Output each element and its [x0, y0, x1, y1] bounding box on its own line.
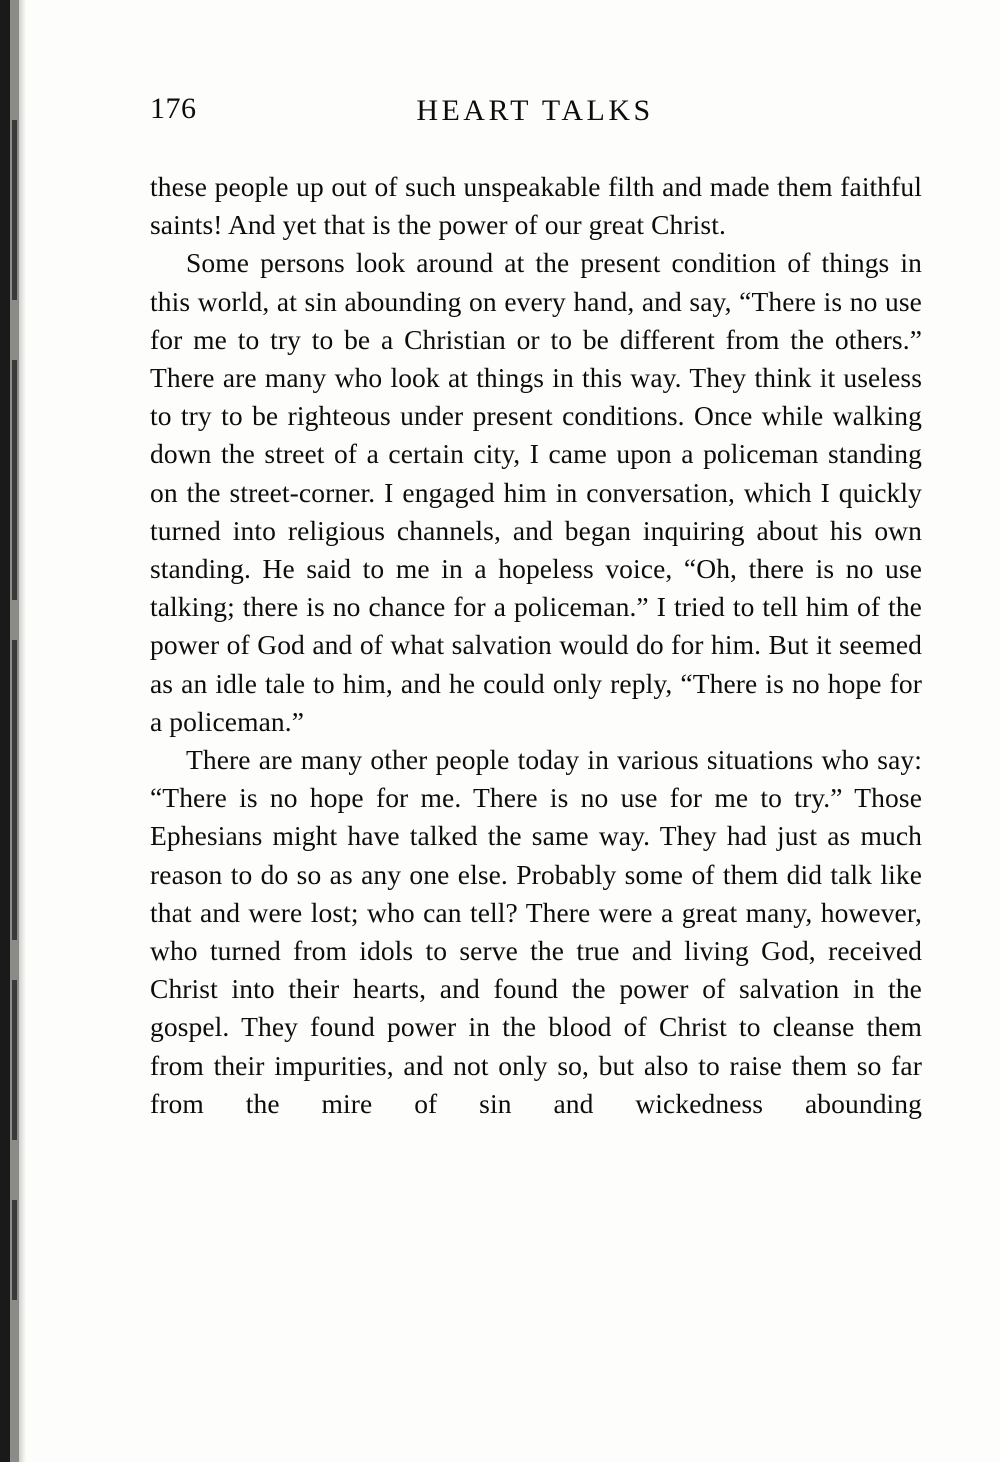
scan-edge-dark	[0, 0, 10, 1462]
book-title: HEART TALKS	[416, 94, 654, 127]
scan-speck	[12, 1200, 17, 1300]
scan-edge-fade	[19, 0, 26, 1462]
paragraph: Some persons look around at the present condition of things in this world, at sin abounding on every hand, and say, “There is no use for me to try to be a Christian or to be different from the others.” There are many who look at things in this way. They think it useless to try to be righteous under present conditions. Once while walking down the street of a certain city, I came upon a policeman standing on the street-corner. I engaged him in conversation, which I quickly turned into religious channels, and began inquiring about his own standing. He said to me in a hopeless voice, “Oh, there is no use talking; there is no chance for a policeman.” I tried to tell him of the power of God and of what salvation would do for him. But it seemed as an idle tale to him, and he could only reply, “There is no hope for a policeman.”	[150, 247, 922, 737]
page-number: 176	[150, 92, 197, 125]
paragraph: There are many other people today in various situations who say: “There is no hope for me. There is no use for me to try.” Those Ephesians might have talked the same way. They had just as much reason to do so as any one else. Probably some of them did talk like that and were lost; who can tell? There were a great many, however, who turned from idols to serve the true and living God, received Christ into their hearts, and found the power of salvation in the gospel. They found power in the blood of Christ to cleanse them from their impurities, and not only so, but also to raise them so far from the mire of sin and wickedness abounding	[150, 744, 922, 1119]
scan-speck	[12, 980, 17, 1140]
running-head	[150, 92, 920, 134]
body-text	[150, 168, 922, 1161]
scan-speck	[12, 640, 17, 940]
paragraph: these people up out of such unspeakable filth and made them faithful saints! And yet that is the power of our great Christ.	[150, 171, 922, 241]
scan-speck	[12, 360, 17, 600]
scan-speck	[12, 120, 17, 300]
